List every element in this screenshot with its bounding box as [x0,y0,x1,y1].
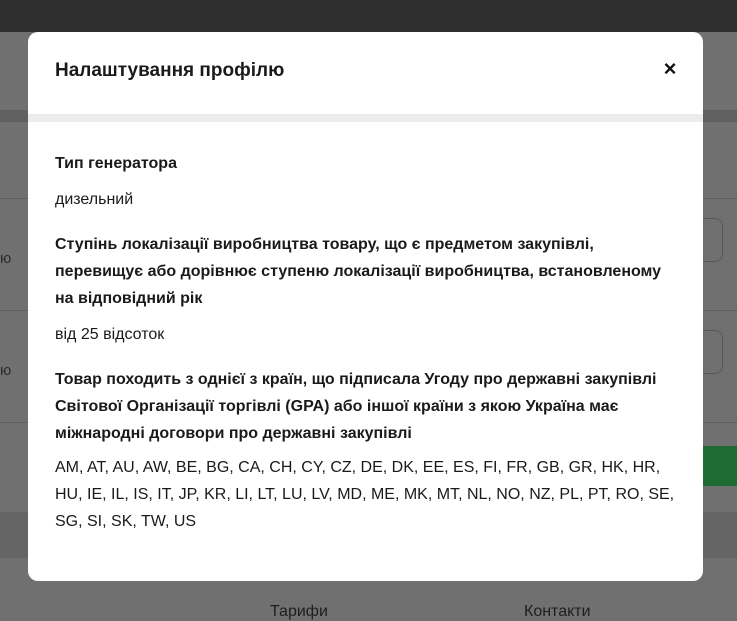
background-row-label: ю [0,250,12,267]
gpa-countries-label: Товар походить з однієї з країн, що підписала Угоду про державні закупівлі Світової Організації торгівлі (GPA) або іншої країни з якою Україна має міжнародні договори про державні закупівлі [55,371,657,442]
footer-link-tariffs: Тарифи [270,603,328,620]
localization-degree-label: Ступінь локалізації виробництва товару, що є предметом закупівлі, перевищує або дорівнює ступеню локалізації виробництва, встановленому на відповідний рік [55,236,662,307]
modal-header [28,32,703,114]
generator-type-label: Тип генератора [55,155,177,172]
profile-settings-modal [28,32,703,581]
modal-divider [28,114,703,122]
close-icon[interactable]: × [663,56,677,81]
top-bar [0,0,737,32]
localization-degree-value: від 25 відсоток [55,326,165,343]
modal-title: Налаштування профілю [55,60,285,81]
gpa-countries-value: AM, AT, AU, AW, BE, BG, CA, CH, CY, CZ, DE, DK, EE, ES, FI, FR, GB, GR, HK, HR, HU, IE, IL, IS, IT, JP, KR, LI, LT, LU, LV, MD, ME, MK, MT, NL, NO, NZ, PL, PT, RO, SE, SG, SI, SK, TW, US [55,459,675,530]
modal-body [55,150,680,535]
footer-link-contacts: Контакти [524,603,591,620]
background-row-label: ю [0,362,12,379]
generator-type-value: дизельний [55,191,134,208]
background-action-button [697,446,737,486]
